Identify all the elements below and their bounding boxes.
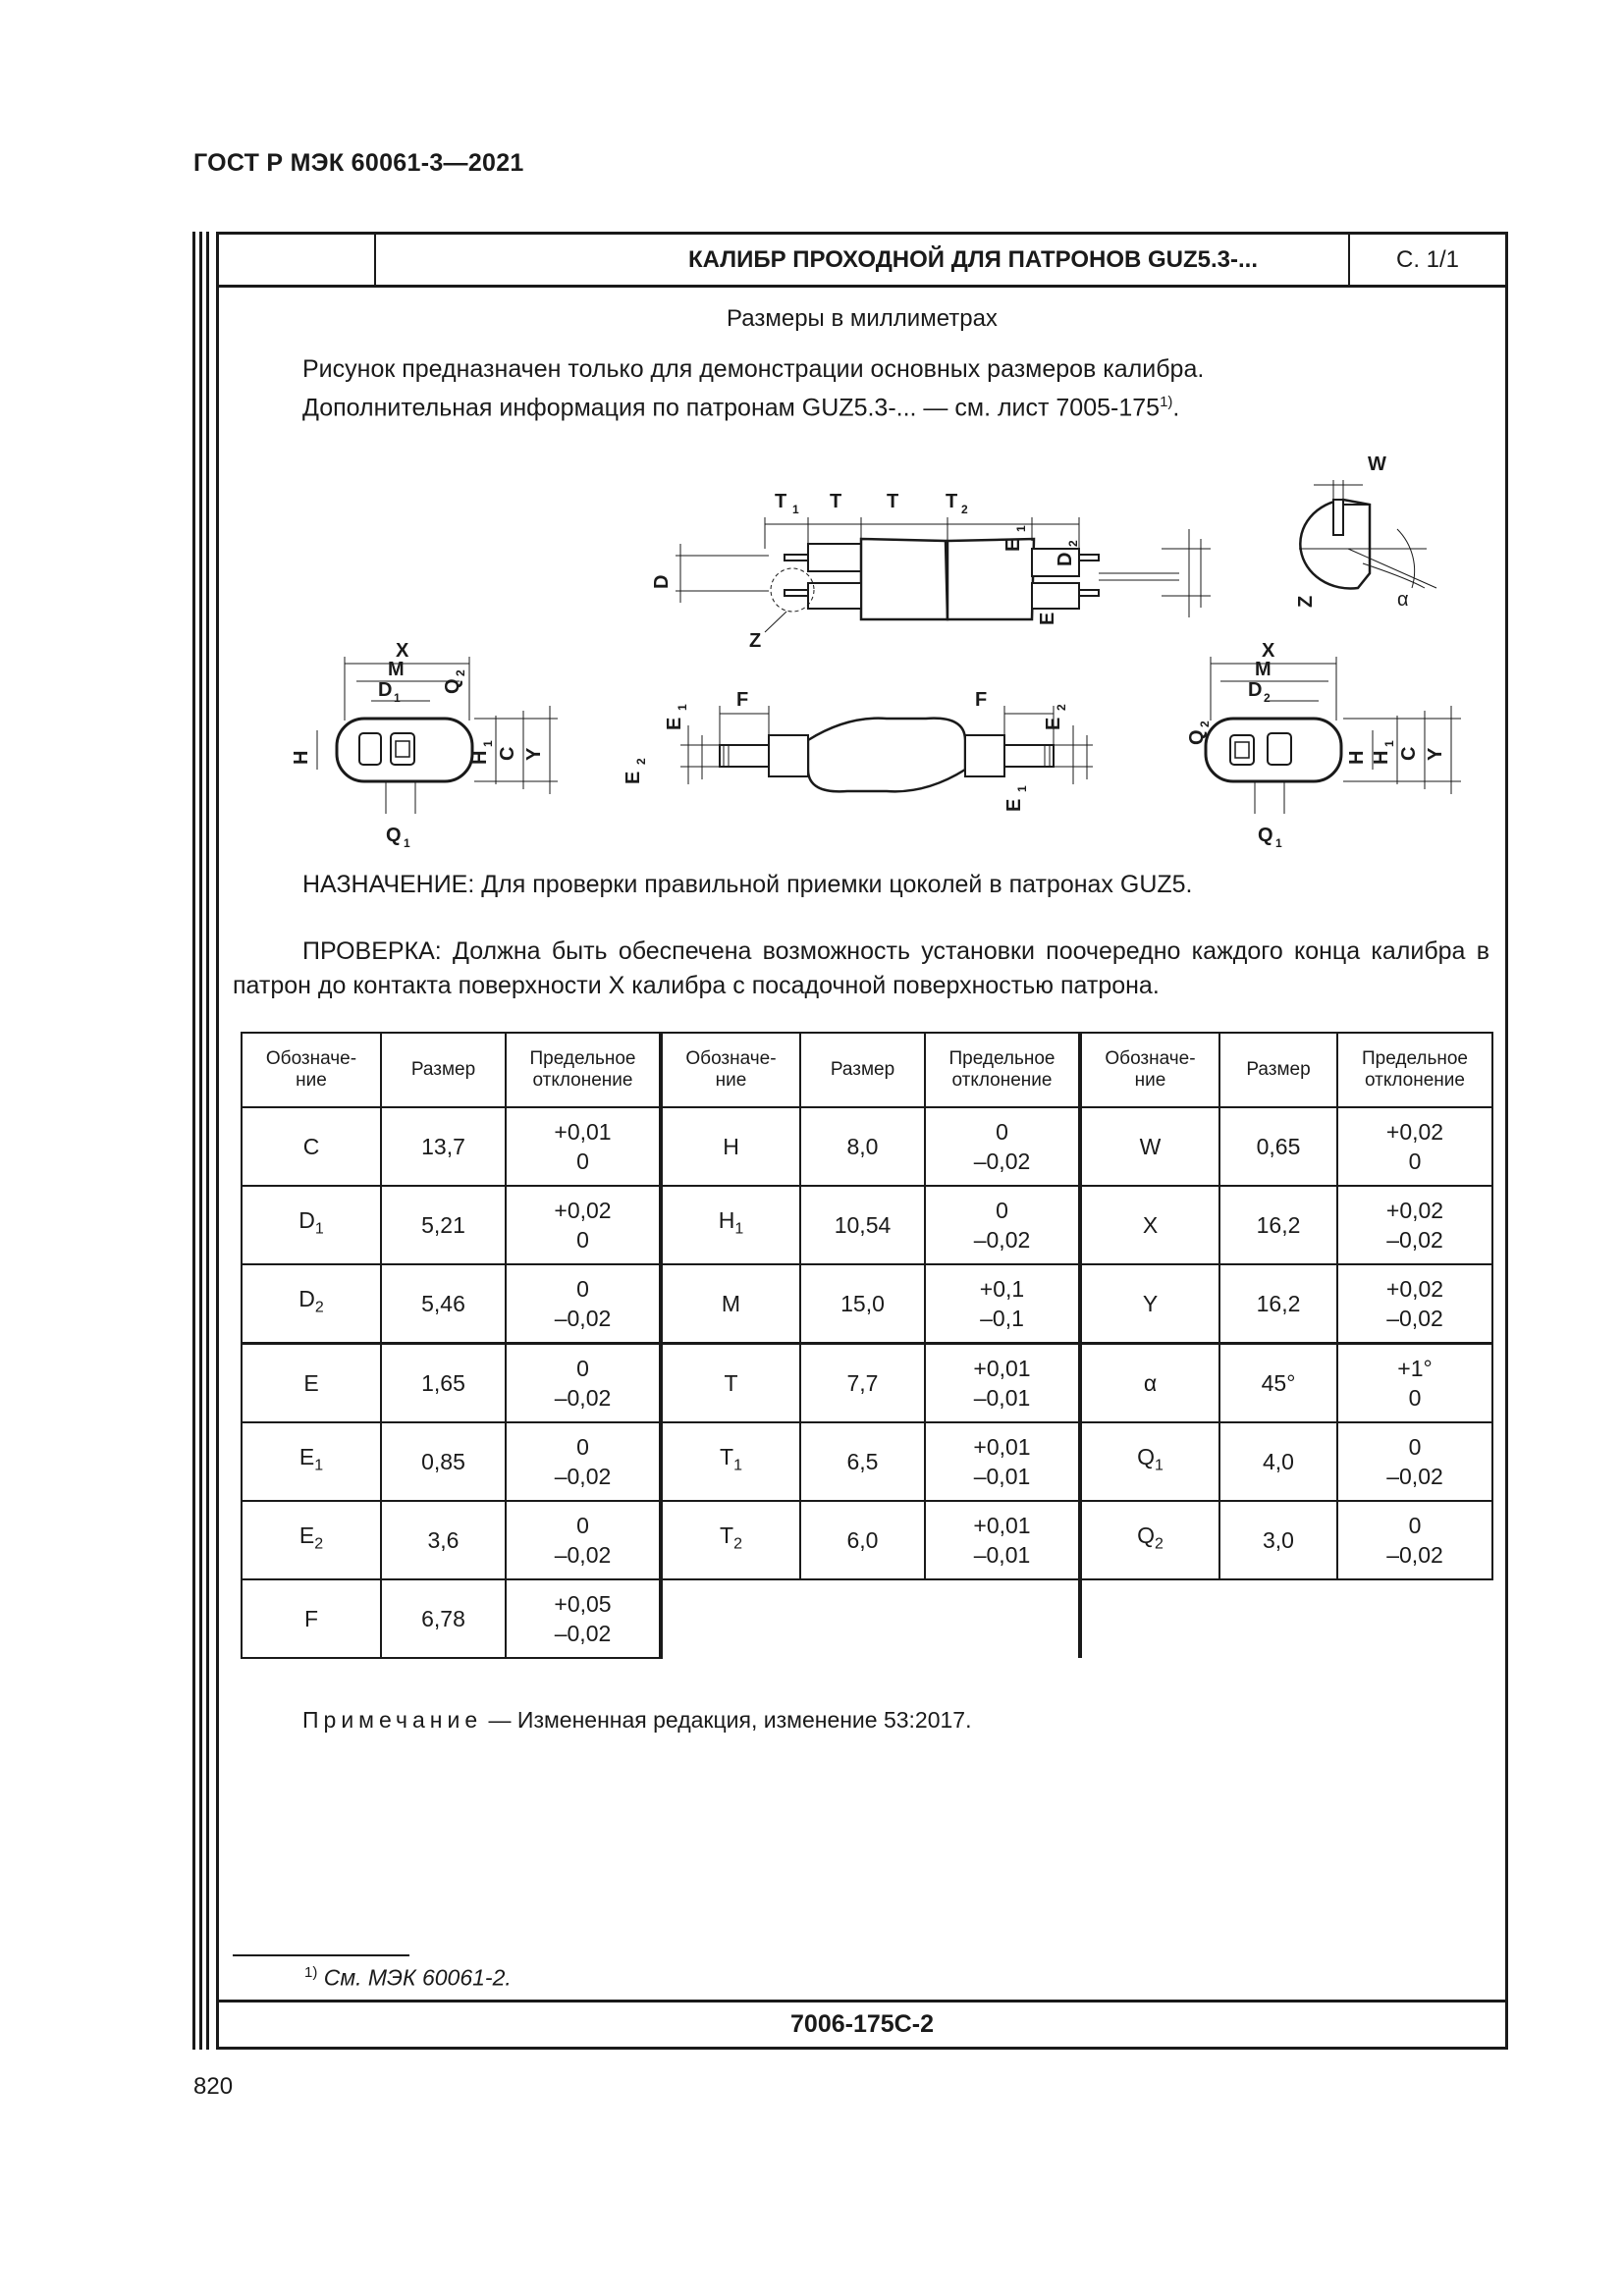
svg-text:1: 1 <box>404 836 410 850</box>
svg-text:E: E <box>1037 612 1058 625</box>
size-cell: 16,2 <box>1219 1264 1337 1344</box>
empty-cell <box>661 1579 800 1658</box>
symbol-cell <box>1080 1107 1219 1186</box>
tolerance-cell <box>1337 1107 1492 1186</box>
svg-text:1: 1 <box>1014 525 1028 532</box>
page-number: 820 <box>193 2073 234 2100</box>
tolerance-lower: –0,02 <box>554 1542 612 1568</box>
svg-text:H: H <box>469 750 491 765</box>
symbol-subscript: 2 <box>1154 1535 1164 1553</box>
symbol-cell <box>242 1422 381 1501</box>
size-cell: 6,5 <box>800 1422 925 1501</box>
table-row <box>242 1264 1492 1344</box>
svg-text:2: 2 <box>1066 540 1080 547</box>
column-header: Предельное отклонение <box>1337 1033 1492 1107</box>
svg-text:X: X <box>396 640 409 662</box>
tolerance-upper: +0,02 <box>1385 1198 1444 1223</box>
column-header: Размер <box>381 1033 506 1107</box>
table-row <box>242 1579 1492 1658</box>
margin-line <box>192 232 195 2050</box>
svg-text:Q: Q <box>442 678 463 694</box>
tolerance-upper: 0 <box>1408 1434 1422 1460</box>
svg-text:1: 1 <box>792 503 799 516</box>
symbol: T <box>720 1444 734 1470</box>
tolerance-cell <box>1337 1344 1492 1423</box>
table-row <box>242 1422 1492 1501</box>
svg-text:E: E <box>623 771 644 784</box>
tolerance-cell <box>1337 1422 1492 1501</box>
symbol-cell <box>242 1344 381 1423</box>
symbol: T <box>720 1522 734 1549</box>
symbol: E <box>298 1444 315 1470</box>
column-header: Предельное отклонение <box>506 1033 661 1107</box>
svg-text:2: 2 <box>1055 704 1068 711</box>
svg-text:1: 1 <box>676 704 689 711</box>
note <box>302 1707 972 1734</box>
symbol-cell <box>242 1186 381 1264</box>
tolerance-upper: +0,01 <box>973 1434 1031 1460</box>
table-row <box>242 1501 1492 1579</box>
svg-text:1: 1 <box>481 740 495 747</box>
svg-text:D: D <box>651 574 673 589</box>
tolerance-upper: 0 <box>1408 1513 1422 1538</box>
symbol: C <box>302 1134 320 1159</box>
svg-text:Z: Z <box>749 630 762 652</box>
tolerance-lower: –0,01 <box>973 1464 1031 1489</box>
tolerance-cell <box>925 1344 1080 1423</box>
tolerance-lower: –0,02 <box>1386 1542 1443 1568</box>
svg-text:Y: Y <box>1425 747 1446 761</box>
column-header: Размер <box>800 1033 925 1107</box>
empty-cell <box>800 1579 925 1658</box>
tolerance-cell <box>506 1186 661 1264</box>
symbol: Y <box>1142 1291 1159 1316</box>
check-text: ПРОВЕРКА: Должна быть обеспечена возможность установки поочередно каждого конца калибра в патрон до контакта поверхности X калибра с посадочной поверхностью патрона. <box>233 937 1489 999</box>
symbol-subscript: 1 <box>1154 1457 1164 1474</box>
tolerance-upper: +0,01 <box>973 1513 1031 1538</box>
size-cell: 5,46 <box>381 1264 506 1344</box>
intro-line-1: Рисунок предназначен только для демонстрации основных размеров калибра. <box>302 355 1205 383</box>
symbol-cell <box>661 1186 800 1264</box>
symbol-cell <box>661 1107 800 1186</box>
symbol: D <box>298 1207 315 1234</box>
tolerance-upper: +0,02 <box>1385 1276 1444 1302</box>
footnote: $^{1)}$ См. МЭК 60061-2. <box>304 1964 512 1991</box>
tolerance-cell <box>925 1501 1080 1579</box>
size-cell: 13,7 <box>381 1107 506 1186</box>
symbol: H <box>718 1207 735 1234</box>
svg-text:C: C <box>1398 746 1420 761</box>
symbol-cell <box>1080 1422 1219 1501</box>
svg-text:W: W <box>1368 454 1386 475</box>
symbol: E <box>303 1370 319 1396</box>
tolerance-upper: +1° <box>1397 1356 1433 1381</box>
svg-text:E: E <box>1002 538 1024 552</box>
symbol-subscript: 2 <box>314 1535 324 1553</box>
svg-text:α: α <box>1397 589 1409 611</box>
document-standard-header: ГОСТ Р МЭК 60061-3—2021 <box>193 149 524 177</box>
svg-text:H: H <box>1346 750 1368 765</box>
svg-text:Z: Z <box>1295 595 1317 608</box>
symbol: W <box>1139 1134 1162 1159</box>
tolerance-cell <box>506 1579 661 1658</box>
tolerance-cell <box>506 1264 661 1344</box>
symbol: Q <box>1137 1522 1155 1549</box>
svg-text:F: F <box>736 689 749 711</box>
svg-text:2: 2 <box>454 669 467 676</box>
tolerance-cell <box>925 1107 1080 1186</box>
symbol-subscript: 1 <box>314 1457 324 1474</box>
symbol: F <box>303 1606 319 1631</box>
size-cell: 0,85 <box>381 1422 506 1501</box>
symbol-subscript: 1 <box>734 1220 744 1238</box>
footnote-ref: 1) <box>1160 394 1173 410</box>
svg-text:C: C <box>497 746 518 761</box>
svg-text:Q: Q <box>1186 729 1208 745</box>
tolerance-upper: +0,01 <box>973 1356 1031 1381</box>
size-cell: 4,0 <box>1219 1422 1337 1501</box>
empty-cell <box>1219 1579 1337 1658</box>
column-header: Обозначе- ние <box>1080 1033 1219 1107</box>
symbol: E <box>298 1522 315 1549</box>
tolerance-lower: –0,02 <box>1386 1306 1443 1331</box>
empty-cell <box>1080 1579 1219 1658</box>
empty-cell <box>1337 1579 1492 1658</box>
symbol-cell <box>242 1264 381 1344</box>
column-header: Обозначе- ние <box>242 1033 381 1107</box>
margin-line <box>199 232 202 2050</box>
margin-line <box>206 232 209 2050</box>
tolerance-lower: –0,01 <box>973 1385 1031 1411</box>
tolerance-upper: 0 <box>576 1434 589 1460</box>
svg-text:H: H <box>1371 750 1392 765</box>
symbol: D <box>298 1286 315 1312</box>
svg-text:D: D <box>1248 679 1263 701</box>
symbol-cell <box>1080 1344 1219 1423</box>
symbol: α <box>1143 1370 1158 1396</box>
tolerance-cell <box>506 1107 661 1186</box>
symbol-cell <box>661 1264 800 1344</box>
tolerance-upper: +0,05 <box>554 1591 612 1617</box>
symbol-cell <box>1080 1264 1219 1344</box>
tolerance-cell <box>506 1344 661 1423</box>
svg-text:M: M <box>388 659 405 680</box>
tolerance-cell <box>1337 1186 1492 1264</box>
symbol-cell <box>242 1501 381 1579</box>
symbol: X <box>1142 1212 1159 1238</box>
dimensions-table <box>241 1032 1493 1659</box>
svg-text:2: 2 <box>1198 721 1212 727</box>
svg-text:1: 1 <box>1275 836 1282 850</box>
tolerance-lower: –0,02 <box>973 1148 1031 1174</box>
symbol: M <box>721 1291 741 1316</box>
footnote-separator <box>233 1954 409 1956</box>
tolerance-cell <box>1337 1264 1492 1344</box>
size-cell: 6,0 <box>800 1501 925 1579</box>
size-cell: 16,2 <box>1219 1186 1337 1264</box>
svg-text:F: F <box>975 689 988 711</box>
tolerance-upper: 0 <box>576 1276 589 1302</box>
svg-text:Q: Q <box>386 825 402 846</box>
tolerance-upper: 0 <box>576 1513 589 1538</box>
svg-text:E: E <box>1043 717 1064 730</box>
size-cell: 3,0 <box>1219 1501 1337 1579</box>
symbol-cell <box>242 1107 381 1186</box>
tolerance-upper: 0 <box>576 1356 589 1381</box>
tolerance-lower: –0,02 <box>554 1464 612 1489</box>
svg-text:1: 1 <box>394 691 401 705</box>
tolerance-lower: 0 <box>576 1148 589 1174</box>
size-cell: 3,6 <box>381 1501 506 1579</box>
tolerance-lower: –0,1 <box>980 1306 1024 1331</box>
gauge-drawing <box>219 235 1505 863</box>
size-cell: 0,65 <box>1219 1107 1337 1186</box>
detail-z-view <box>1295 454 1436 611</box>
left-end-view <box>291 640 558 850</box>
footnote-text: См. МЭК 60061-2. <box>323 1964 512 1991</box>
units-note: Размеры в миллиметрах <box>727 305 998 332</box>
svg-text:M: M <box>1255 659 1272 680</box>
symbol-cell <box>661 1422 800 1501</box>
svg-text:T: T <box>775 491 787 512</box>
symbol-subscript: 2 <box>314 1299 324 1316</box>
symbol-cell <box>242 1579 381 1658</box>
tolerance-cell <box>925 1186 1080 1264</box>
top-side-view <box>651 491 1211 652</box>
symbol: T <box>724 1370 738 1396</box>
tolerance-lower: –0,02 <box>554 1306 612 1331</box>
table-row <box>242 1186 1492 1264</box>
svg-text:Q: Q <box>1258 825 1273 846</box>
svg-text:2: 2 <box>961 503 968 516</box>
tolerance-upper: +0,02 <box>1385 1119 1444 1145</box>
tolerance-lower: –0,02 <box>1386 1227 1443 1253</box>
size-cell: 7,7 <box>800 1344 925 1423</box>
svg-text:1: 1 <box>1382 740 1396 747</box>
size-cell: 6,78 <box>381 1579 506 1658</box>
svg-text:2: 2 <box>634 758 648 765</box>
svg-text:E: E <box>1003 798 1025 812</box>
svg-text:T: T <box>946 491 958 512</box>
svg-text:D: D <box>1055 552 1076 566</box>
tolerance-cell <box>1337 1501 1492 1579</box>
tolerance-cell <box>925 1422 1080 1501</box>
tolerance-lower: –0,02 <box>1386 1464 1443 1489</box>
tolerance-lower: 0 <box>1408 1385 1422 1411</box>
size-cell: 45° <box>1219 1344 1337 1423</box>
tolerance-cell <box>506 1422 661 1501</box>
tolerance-upper: 0 <box>996 1198 1008 1223</box>
svg-text:E: E <box>664 717 685 730</box>
symbol-cell <box>1080 1186 1219 1264</box>
intro-line-2: Дополнительная информация по патронам GUZ5.3-... — см. лист 7005-175$^{1)}$. <box>302 394 1180 422</box>
tolerance-lower: –0,02 <box>554 1621 612 1646</box>
symbol: H <box>723 1134 739 1159</box>
sheet-title: КАЛИБР ПРОХОДНОЙ ДЛЯ ПАТРОНОВ GUZ5.3-... <box>687 246 1259 273</box>
svg-text:H: H <box>291 750 312 765</box>
symbol-subscript: 1 <box>314 1220 324 1238</box>
svg-text:Y: Y <box>523 747 545 761</box>
empty-cell <box>925 1579 1080 1658</box>
sheet-code: 7006-175C-2 <box>219 2000 1505 2047</box>
symbol-cell <box>1080 1501 1219 1579</box>
sheet-page: С. 1/1 <box>1348 235 1505 285</box>
right-end-view <box>1186 640 1461 850</box>
tolerance-cell <box>506 1501 661 1579</box>
symbol-cell <box>661 1344 800 1423</box>
sheet-frame <box>216 232 1508 2050</box>
note-text: — Измененная редакция, изменение 53:2017. <box>482 1707 972 1733</box>
tolerance-lower: 0 <box>1408 1148 1422 1174</box>
symbol-subscript: 2 <box>733 1535 742 1553</box>
svg-text:X: X <box>1262 640 1275 662</box>
purpose-text: НАЗНАЧЕНИЕ: Для проверки правильной приемки цоколей в патронах GUZ5. <box>302 871 1193 898</box>
column-header: Обозначе- ние <box>661 1033 800 1107</box>
svg-text:1: 1 <box>1015 785 1029 792</box>
size-cell: 15,0 <box>800 1264 925 1344</box>
note-label: Примечание <box>302 1707 483 1733</box>
svg-text:T: T <box>830 491 842 512</box>
tolerance-upper: +0,02 <box>554 1198 612 1223</box>
svg-text:2: 2 <box>1264 691 1271 705</box>
size-cell: 8,0 <box>800 1107 925 1186</box>
table-row <box>242 1344 1492 1423</box>
middle-side-view <box>623 689 1093 812</box>
tolerance-cell <box>925 1264 1080 1344</box>
tolerance-upper: +0,01 <box>554 1119 612 1145</box>
tolerance-upper: 0 <box>996 1119 1008 1145</box>
tolerance-upper: +0,1 <box>979 1276 1025 1302</box>
tolerance-lower: –0,02 <box>973 1227 1031 1253</box>
tolerance-lower: –0,01 <box>973 1542 1031 1568</box>
symbol-subscript: 1 <box>733 1457 742 1474</box>
table-row <box>242 1107 1492 1186</box>
size-cell: 1,65 <box>381 1344 506 1423</box>
tolerance-lower: –0,02 <box>554 1385 612 1411</box>
column-header: Предельное отклонение <box>925 1033 1080 1107</box>
column-header: Размер <box>1219 1033 1337 1107</box>
size-cell: 10,54 <box>800 1186 925 1264</box>
size-cell: 5,21 <box>381 1186 506 1264</box>
table-header-row <box>242 1033 1492 1107</box>
symbol: Q <box>1137 1444 1155 1470</box>
tolerance-lower: 0 <box>576 1227 589 1253</box>
svg-text:D: D <box>378 679 393 701</box>
svg-text:T: T <box>887 491 899 512</box>
symbol-cell <box>661 1501 800 1579</box>
